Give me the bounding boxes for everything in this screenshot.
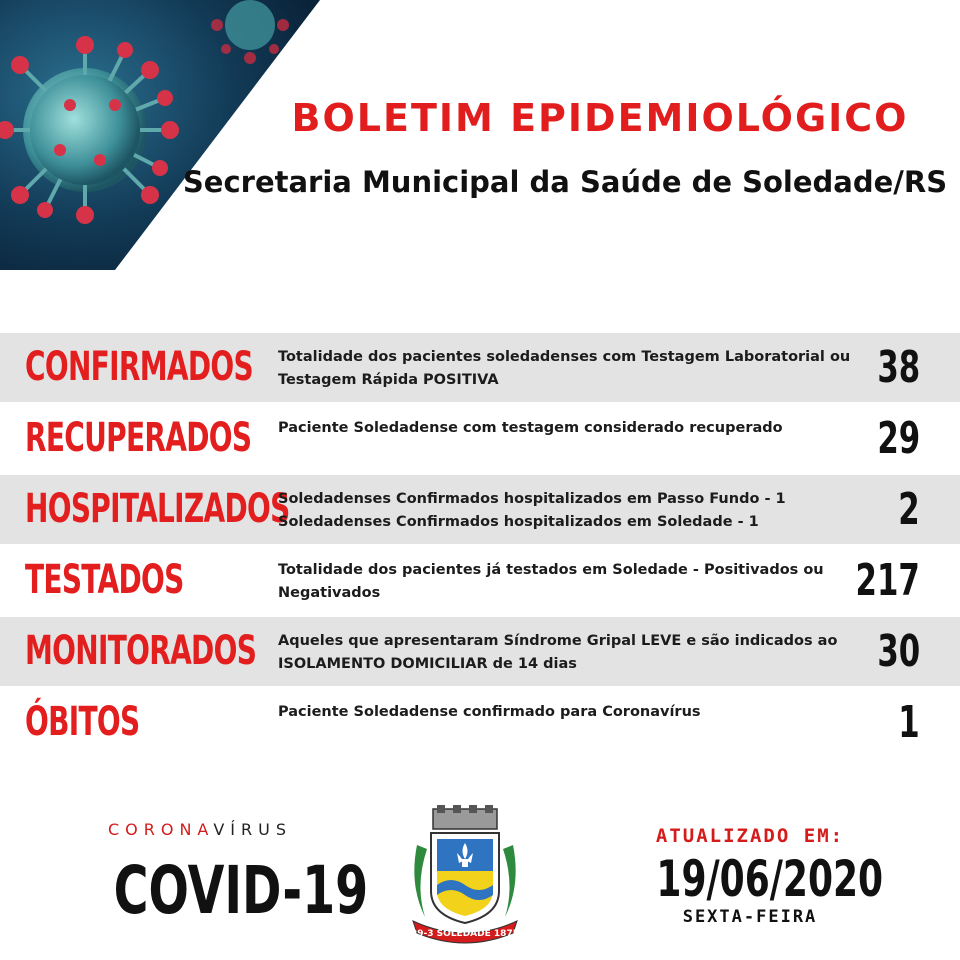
row-description: Paciente Soledadense confirmado para Coronavírus xyxy=(278,704,701,720)
coronavirus-label-part2: VÍRUS xyxy=(213,820,293,839)
updated-date: 19/06/2020 xyxy=(656,850,884,908)
row-count: 1 xyxy=(898,697,920,748)
crest-icon xyxy=(405,805,525,945)
updated-label: ATUALIZADO EM: xyxy=(655,825,845,847)
row-description: Totalidade dos pacientes soledadenses com Testagem Laboratorial ou Testagem Rápida POSITIVA xyxy=(278,349,851,388)
row-testados xyxy=(0,546,960,617)
row-recuperados xyxy=(0,404,960,475)
bulletin-table xyxy=(0,333,960,759)
row-label: TESTADOS xyxy=(25,557,184,603)
row-monitorados xyxy=(0,617,960,688)
row-hospitalizados xyxy=(0,475,960,546)
row-description-line: Soledadenses Confirmados hospitalizados em Passo Fundo - 1 xyxy=(278,491,786,507)
row-description: Totalidade dos pacientes já testados em Soledade - Positivados ou Negativados xyxy=(278,562,824,601)
page-subtitle: Secretaria Municipal da Saúde de Soledade/RS xyxy=(182,165,948,199)
row-count: 2 xyxy=(898,484,920,535)
row-count: 29 xyxy=(877,413,920,464)
coronavirus-label-part1: CORONA xyxy=(107,820,214,839)
covid-heading: COVID-19 xyxy=(113,852,369,929)
row-description: Paciente Soledadense com testagem considerado recuperado xyxy=(278,420,783,436)
municipal-crest xyxy=(405,805,525,945)
row-obitos xyxy=(0,688,960,759)
row-confirmados xyxy=(0,333,960,404)
row-label: ÓBITOS xyxy=(25,699,140,745)
row-count: 217 xyxy=(855,555,920,606)
footer-update-block xyxy=(620,825,884,927)
page-title: BOLETIM EPIDEMIOLÓGICO xyxy=(291,96,909,140)
row-count: 38 xyxy=(877,342,920,393)
row-description xyxy=(278,488,858,534)
row-description-line: Soledadenses Confirmados hospitalizados em Soledade - 1 xyxy=(278,514,759,530)
row-description: Aqueles que apresentaram Síndrome Gripal LEVE e são indicados ao ISOLAMENTO DOMICILIAR de 14 dias xyxy=(278,633,838,672)
updated-day: SEXTA-FEIRA xyxy=(682,907,818,927)
row-label: MONITORADOS xyxy=(25,628,257,674)
row-label: CONFIRMADOS xyxy=(25,344,253,390)
coronavirus-label xyxy=(80,820,320,839)
crest-banner-text: 29-3 SOLEDADE 1875 xyxy=(411,929,519,939)
footer-covid-block xyxy=(80,820,369,931)
row-label: HOSPITALIZADOS xyxy=(25,486,290,532)
row-count: 30 xyxy=(877,626,920,677)
row-label: RECUPERADOS xyxy=(25,415,252,461)
header-banner xyxy=(0,0,960,270)
